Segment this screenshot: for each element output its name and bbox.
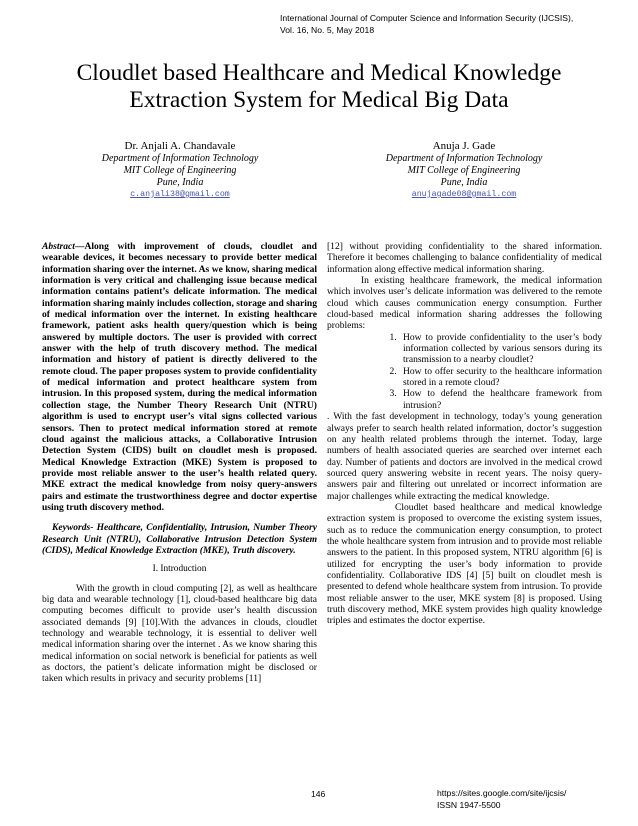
author-department: Department of Information Technology [101, 153, 259, 164]
intro-paragraph: With the growth in cloud computing [2], as well as healthcare big data and wearable technology [1], cloud-based healthcare big data computing becomes difficult to provide user’s health discussion associated demands [9] [10].With the advances in clouds, cloudlet technology and wearable technology, it is essential to deliver well medical information sharing over the internet . As we know sharing this medical information on social network is beneficial for patients as well as doctors, the patient’s delicate information might be disclosed or taken which results in privacy and security problems [11] [42, 582, 317, 685]
journal-header [280, 12, 573, 36]
author-email-link[interactable]: anujagade08@gmail.com [411, 190, 517, 199]
journal-line-2: Vol. 16, No. 5, May 2018 [280, 25, 375, 35]
footer-info [437, 787, 566, 811]
left-column [42, 241, 317, 685]
footer-url[interactable]: https://sites.google.com/site/ijcsis/ [437, 788, 567, 798]
footer-issn: ISSN 1947-5500 [437, 800, 501, 810]
right-column [327, 241, 602, 627]
problem-list [327, 332, 602, 411]
right-paragraph-2: In existing healthcare framework, the medical information which involves user’s delicate information was delivered to the remote cloud which causes communication energy consumption. Further cloud-based medical information sharing addresses the following problems: [327, 275, 602, 332]
right-paragraph-1: [12] without providing confidentiality to the shared information. Therefore it becomes challenging to balance confidentiality of medical information along effective medical information sharing. [327, 241, 602, 275]
paper-title [30, 60, 608, 114]
right-paragraph-4: Cloudlet based healthcare and medical knowledge extraction system is proposed to overcome the existing system issues, such as to reduce the communication energy consumption, to protect the whole healthcare system from intrusion and to provide most reliable answers to the patient. In this proposed system, NTRU algorithm [6] is utilized for encrypting the user’s body information to provide confidentiality. Collaborative IDS [4] [5] built on cloudlet mesh is presented to defend whole healthcare system from intrusion. To provide most reliable answer to the user, MKE system [8] is proposed. Using truth discovery method, MKE system provides high quality knowledge triples and estimates the doctor expertise. [327, 501, 602, 627]
problem-item: 2. How to offer security to the healthcare information stored in a remote cloud? [399, 366, 602, 389]
problem-item: 3. How to defend the healthcare framework from intrusion? [399, 388, 602, 411]
author-block-2 [339, 140, 589, 201]
abstract [42, 241, 317, 513]
author-location: Pune, India [156, 177, 204, 188]
author-name: Anuja J. Gade [432, 140, 496, 152]
author-department: Department of Information Technology [385, 153, 543, 164]
author-college: MIT College of Engineering [123, 165, 237, 176]
author-location: Pune, India [440, 177, 488, 188]
keywords: Keywords- Healthcare, Confidentiality, Intrusion, Number Theory Research Unit (NTRU), Collaborative Intrusion Detection System (CIDS), Medical Knowledge Extraction (MKE), Truth discovery. [42, 522, 317, 556]
author-block-1 [55, 140, 305, 201]
title-line-1: Cloudlet based Healthcare and Medical Knowledge [76, 60, 562, 86]
author-name: Dr. Anjali A. Chandavale [124, 140, 236, 152]
author-college: MIT College of Engineering [407, 165, 521, 176]
abstract-text: —Along with improvement of clouds, cloudlet and wearable devices, it becomes necessary to provide better medical information sharing over the internet. As we know, sharing medical information is very critical and challenging issue because medical information contains patient’s delicate information. The medical information sharing mainly includes collection, storage and sharing of medical information over the internet. In existing healthcare framework, patient asks health query/question which is being answered by multiple doctors. The user is provided with correct answer with the help of truth discovery method. The medical information and history of patient is directly delivered to the remote cloud. The paper proposes system to provide confidentiality of medical information and protect healthcare system from intrusion. In this proposed system, during the medical information collection stage, the Number Theory Research Unit (NTRU) algorithm is used to encrypt user’s vital signs collected various sensors. Then to protect medical information stored at remote cloud against the malicious attacks, a Collaborative Intrusion Detection System (CIDS) built on cloudlet mesh is proposed. Medical Knowledge Extraction (MKE) System is proposed to provide most reliable answer to the user’s health related query. MKE extract the medical knowledge from noisy query-answers pairs and estimate the trustworthiness degree and doctor expertise using truth discovery method. [42, 241, 317, 513]
problem-item: 1. How to provide confidentiality to the user’s body information collected by various sensors during its transmission to a nearby cloudlet? [399, 332, 602, 366]
page-number: 146 [311, 789, 326, 799]
title-line-2: Extraction System for Medical Big Data [129, 87, 509, 113]
author-email-link[interactable]: c.anjali38@gmail.com [130, 190, 230, 199]
section-heading-introduction: I. Introduction [152, 564, 207, 575]
right-paragraph-3: . With the fast development in technology, today’s young generation always prefer to search health related information, doctor’s suggestion on any health related problems through the internet. Today, large numbers of health associated queries are searched over internet each day. Number of patients and doctors are involved in the medical crowd sourced query answering website in recent years. The noisy query-answers pair and filtering out unrelated or incorrect information are major challenges while extracting the medical knowledge. [327, 411, 602, 502]
abstract-label: Abstract [42, 241, 75, 252]
journal-line-1: International Journal of Computer Science and Information Security (IJCSIS), [280, 13, 574, 23]
